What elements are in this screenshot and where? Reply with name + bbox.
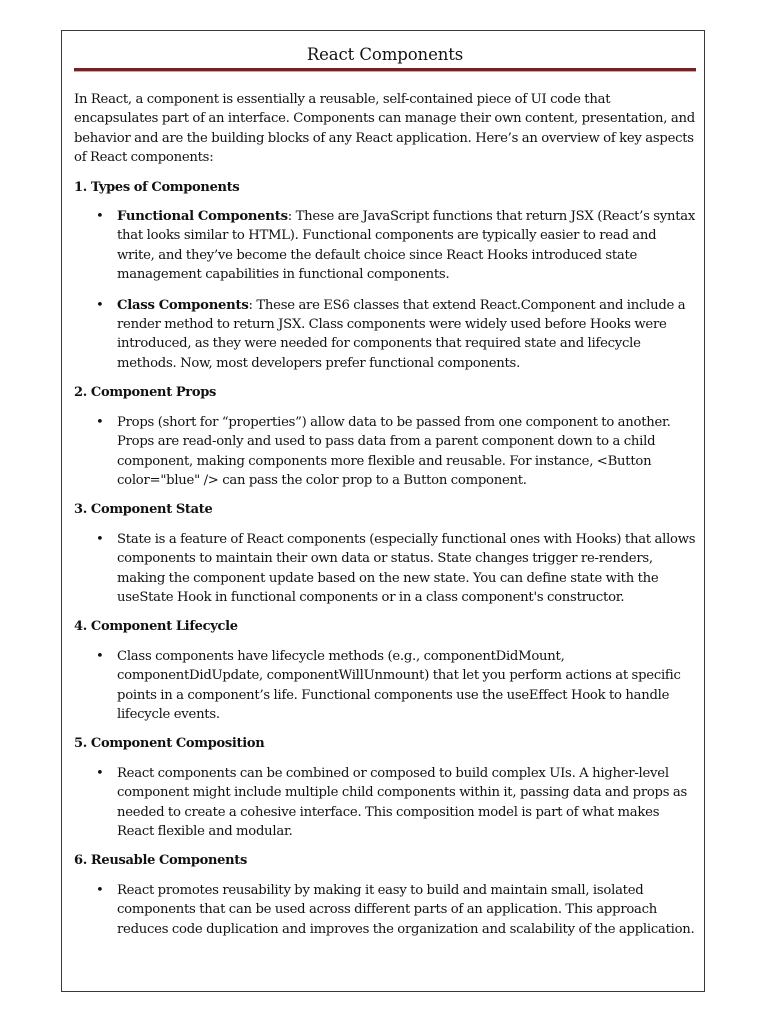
bullet-list bbox=[74, 530, 696, 608]
list-item bbox=[117, 296, 696, 374]
title-underline-rule bbox=[74, 68, 696, 72]
section-heading: 3. Component State bbox=[74, 502, 213, 518]
list-item: • State is a feature of React components (especially functional ones with Hooks) that allows components to maintain their own data or status. State changes trigger re-renders, making the component update based on the new state. You can define state with the useState Hook in functional components or in a class component's constructor. bbox=[117, 530, 696, 608]
section-types-of-components bbox=[74, 178, 696, 374]
section-heading: 2. Component Props bbox=[74, 385, 217, 401]
bullet-list bbox=[74, 764, 696, 842]
intro-paragraph: In React, a component is essentially a reusable, self-contained piece of UI code that encapsulates part of an interface. Components can manage their own content, presentation, and behavior and are the building blocks of any React application. Here’s an overview of key aspects of React components: bbox=[74, 92, 695, 166]
section-reusable-components bbox=[74, 851, 696, 939]
section-component-lifecycle bbox=[74, 617, 696, 724]
document-title: React Components bbox=[306, 45, 464, 64]
list-item: • Props (short for “properties”) allow data to be passed from one component to another. Props are read-only and used to pass data from a parent component down to a child component, making components more flexible and reusable. For instance, <Button color="blue" /> can pass the color prop to a Button component. bbox=[117, 413, 696, 491]
list-item bbox=[117, 207, 696, 285]
bold-term: Functional Components bbox=[117, 209, 288, 225]
list-item: • Class components have lifecycle methods (e.g., componentDidMount, componentDidUpdate, componentWillUnmount) that let you perform actions at specific points in a component’s life. Functional components use the useEffect Hook to handle lifecycle events. bbox=[117, 647, 696, 725]
bullet-list bbox=[74, 881, 696, 939]
bullet-list bbox=[74, 413, 696, 491]
list-item: • React promotes reusability by making it easy to build and maintain small, isolated components that can be used across different parts of an application. This approach reduces code duplication and improves the organization and scalability of the application. bbox=[117, 881, 696, 939]
bold-term: Class Components bbox=[117, 297, 249, 313]
bullet-list bbox=[74, 207, 696, 373]
section-heading: 1. Types of Components bbox=[74, 179, 240, 195]
bullet-list bbox=[74, 647, 696, 725]
document-body bbox=[74, 44, 696, 939]
section-heading: 6. Reusable Components bbox=[74, 853, 248, 869]
section-heading: 4. Component Lifecycle bbox=[74, 619, 238, 635]
section-component-props bbox=[74, 383, 696, 490]
list-item-text: : These are ES6 classes that extend React.Component and include a render method to return JSX. Class components were widely used before Hooks were introduced, as they were needed for components that required state and lifecycle methods. Now, most developers prefer functional components. bbox=[117, 297, 686, 371]
list-item-text: : These are JavaScript functions that return JSX (React’s syntax that looks similar to HTML). Functional components are typically easier to read and write, and they’ve become the default choice since React Hooks introduced state management capabilities in functional components. bbox=[117, 209, 696, 283]
section-heading: 5. Component Composition bbox=[74, 736, 265, 752]
list-item: • React components can be combined or composed to build complex UIs. A higher-level component might include multiple child components within it, passing data and props as needed to create a cohesive interface. This composition model is part of what makes React flexible and modular. bbox=[117, 764, 696, 842]
section-component-composition bbox=[74, 734, 696, 841]
section-component-state bbox=[74, 500, 696, 607]
